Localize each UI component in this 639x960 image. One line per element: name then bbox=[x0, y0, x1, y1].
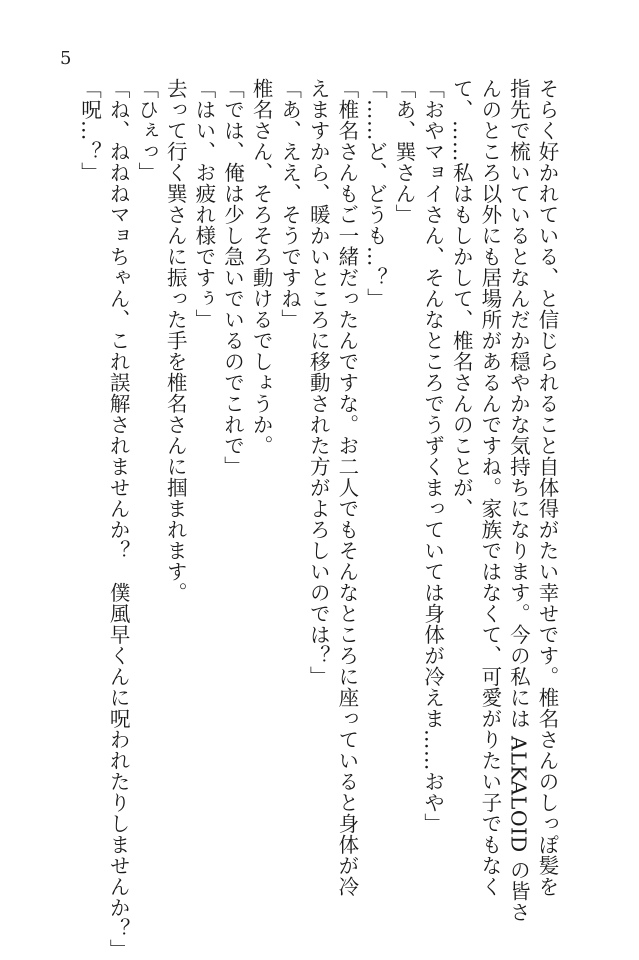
text-line: て、……私はもしかして、椎名さんのことが、 bbox=[449, 78, 474, 519]
dialogue-line: 「あ、ええ、そうですね」 bbox=[277, 78, 302, 330]
dialogue-line: 「おやマョイさん、そんなところでうずくまっていては身体が冷えま……おや」 bbox=[420, 78, 445, 834]
dialogue-line: 「ひぇっ」 bbox=[134, 78, 159, 183]
page-number: 5 bbox=[60, 48, 72, 69]
text-line: 去って行く巽さんに振った手を椎名さんに掴まれます。 bbox=[163, 78, 188, 603]
text-line: そらく好かれている、と信じられること自体得がたい幸せです。椎名さんのしっぽ髪を bbox=[535, 78, 559, 897]
dialogue-line: 「椎名さんもご一緒だったんですな。お二人でもそんなところに座っていると身体が冷 bbox=[334, 78, 359, 897]
dialogue-line: 「あ、巽さん」 bbox=[392, 78, 417, 225]
text-line: 椎名さん、そろそろ動けるでしょうか。 bbox=[249, 78, 274, 456]
dialogue-line: 「ね、ねねねマョちゃん、これ誤解されませんか？ 僕風早くんに呪われたりしませんか？」 bbox=[106, 78, 131, 960]
dialogue-line: 「……ど、どうも…？」 bbox=[363, 78, 388, 309]
dialogue-line: えますから、暖かいところに移動された方がよろしいのでは？」 bbox=[306, 78, 331, 687]
dialogue-line: 「はい、お疲れ様ですぅ」 bbox=[191, 78, 216, 330]
text-line: 指先で梳いているとなんだか穏やかな気持ちになります。今の私には ALKALOID の皆さ bbox=[506, 78, 531, 923]
dialogue-line: 「では、俺は少し急いでいるのでこれで」 bbox=[220, 78, 245, 477]
vertical-text-block bbox=[75, 78, 561, 960]
dialogue-line: 「呪…？」 bbox=[77, 78, 102, 183]
text-line: んのところ以外にも居場所があるんですね。家族ではなくて、可愛がりたい子でもなく bbox=[477, 78, 502, 897]
